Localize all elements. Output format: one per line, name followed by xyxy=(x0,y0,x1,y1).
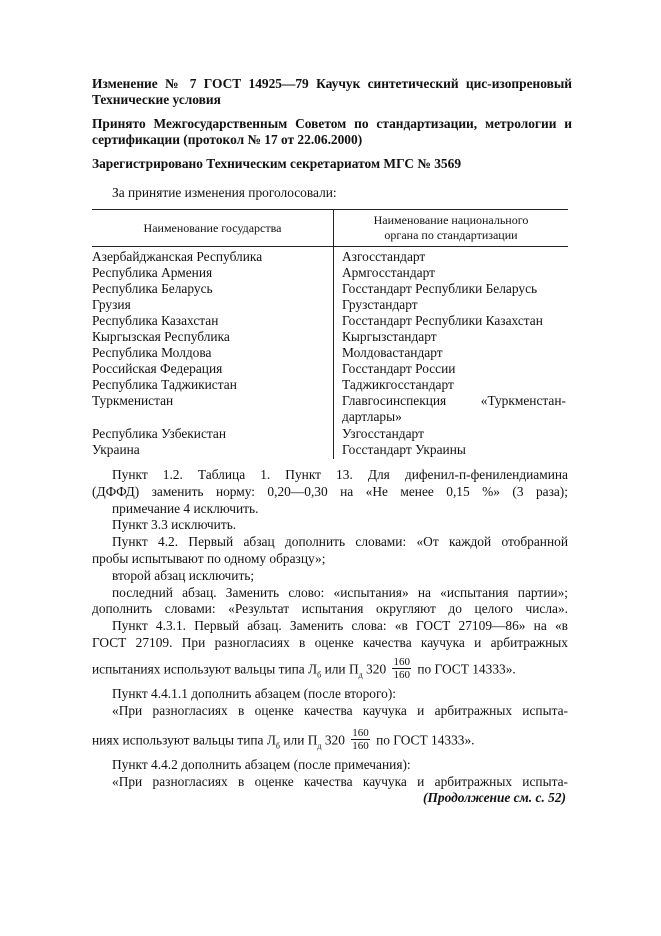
paragraph-line: Пункт 1.2. Таблица 1. Пункт 13. Для дифенил-п-фенилендиамина xyxy=(112,467,568,482)
col-header-body-line1: Наименование национального xyxy=(373,213,529,227)
paragraph-line-with-fraction xyxy=(92,729,568,754)
state-name: Республика Молдова xyxy=(92,345,212,360)
text-run: по ГОСТ 14333». xyxy=(413,661,516,677)
state-name: Кыргызская Республика xyxy=(92,329,230,344)
registration-statement: Зарегистрировано Техническим секретариатом МГС № 3569 xyxy=(92,156,462,171)
standards-body: Кыргызстандарт xyxy=(342,329,437,344)
subscript: б xyxy=(317,670,322,680)
table-row xyxy=(0,329,661,346)
table-top-rule xyxy=(92,209,568,210)
text-run: или П xyxy=(321,661,359,677)
standards-body: Узгосстандарт xyxy=(342,426,424,441)
paragraph-line: Пункт 4.3.1. Первый абзац. Заменить слова: «в ГОСТ 27109—86» на «в xyxy=(112,618,568,633)
paragraph-line: дополнить словами: «Результат испытания округляют до целого числа». xyxy=(92,601,568,616)
paragraph-line-with-fraction xyxy=(92,658,568,683)
text-run: 320 xyxy=(321,732,349,748)
paragraph-line: Пункт 4.4.2 дополнить абзацем (после примечания): xyxy=(112,757,411,772)
fraction xyxy=(351,727,370,752)
table-row xyxy=(0,426,661,443)
fraction xyxy=(392,656,411,681)
paragraph-line: пробы испытывают по одному образцу»; xyxy=(92,551,326,566)
text-run: испытаниях используют вальцы типа Л xyxy=(92,661,318,677)
continuation-note: (Продолжение см. с. 52) xyxy=(423,790,566,805)
table-row xyxy=(0,313,661,330)
amendment-title: Изменение № 7 ГОСТ 14925—79 Каучук синтетический цис-изопреновый Технические условия xyxy=(92,76,572,107)
table-row xyxy=(0,265,661,282)
standards-body: Грузстандарт xyxy=(342,297,418,312)
paragraph-line: ГОСТ 27109. При разногласиях в оценке качества каучука и арбитражных xyxy=(92,635,568,650)
state-name: Республика Казахстан xyxy=(92,313,219,328)
subscript: д xyxy=(358,670,363,680)
fraction-numerator: 160 xyxy=(393,656,410,668)
paragraph-line: второй абзац исключить; xyxy=(112,568,255,583)
table-row xyxy=(0,281,661,298)
text-run: или П xyxy=(280,732,318,748)
state-name: Республика Узбекистан xyxy=(92,426,227,441)
paragraph-line: примечание 4 исключить. xyxy=(112,501,259,516)
table-row xyxy=(0,249,661,266)
table-row xyxy=(0,393,661,410)
paragraph-line: (ДФФД) заменить норму: 0,20—0,30 на «Не менее 0,15 %» (3 раза); xyxy=(92,484,568,499)
standards-body: Таджикгосстандарт xyxy=(342,377,454,392)
col-header-body-line2: органа по стандартизации xyxy=(384,228,518,242)
standards-body: Молдовастандарт xyxy=(342,345,443,360)
fraction-denominator: 160 xyxy=(393,669,410,681)
state-name: Республика Армения xyxy=(92,265,213,280)
paragraph-line: «При разногласиях в оценке качества каучука и арбитражных испыта- xyxy=(112,774,568,789)
state-name: Азербайджанская Республика xyxy=(92,249,263,264)
table-row xyxy=(0,361,661,378)
state-name: Туркменистан xyxy=(92,393,174,408)
text-run: ниях используют вальцы типа Л xyxy=(92,732,276,748)
table-row-continuation xyxy=(0,409,661,426)
subscript: б xyxy=(275,741,280,751)
text-run: по ГОСТ 14333». xyxy=(372,732,475,748)
standards-body: Госстандарт Республики Казахстан xyxy=(342,313,543,328)
paragraph-line: Пункт 4.2. Первый абзац дополнить словами: «От каждой отобранной xyxy=(112,534,568,549)
subscript: д xyxy=(317,741,322,751)
standards-body: Главгосинспекция «Туркменстан- xyxy=(342,393,566,408)
standards-body: Госстандарт Украины xyxy=(342,442,466,457)
standards-body: Азгосстандарт xyxy=(342,249,426,264)
standards-body-continued: дартлары» xyxy=(342,409,402,424)
state-name: Грузия xyxy=(92,297,131,312)
state-name: Российская Федерация xyxy=(92,361,223,376)
fraction-numerator: 160 xyxy=(352,727,369,739)
col-header-state: Наименование государства xyxy=(143,221,282,235)
standards-body: Армгосстандарт xyxy=(342,265,435,280)
table-header-rule xyxy=(92,246,568,247)
adopted-statement: Принято Межгосударственным Советом по стандартизации, метрологии и сертификации (протокол № 17 от 22.06.2000) xyxy=(92,116,572,147)
paragraph-line: последний абзац. Заменить слово: «испытания» на «испытания партии»; xyxy=(112,585,568,600)
paragraph-line: Пункт 3.3 исключить. xyxy=(112,517,237,532)
state-name: Украина xyxy=(92,442,140,457)
table-row xyxy=(0,345,661,362)
table-row xyxy=(0,297,661,314)
state-name: Республика Беларусь xyxy=(92,281,213,296)
table-row xyxy=(0,442,661,459)
fraction-denominator: 160 xyxy=(352,740,369,752)
vote-intro: За принятие изменения проголосовали: xyxy=(112,185,337,200)
standards-body: Госстандарт России xyxy=(342,361,456,376)
state-name: Республика Таджикистан xyxy=(92,377,237,392)
standards-body: Госстандарт Республики Беларусь xyxy=(342,281,538,296)
text-run: 320 xyxy=(362,661,390,677)
paragraph-line: «При разногласиях в оценке качества каучука и арбитражных испыта- xyxy=(112,703,568,718)
paragraph-line: Пункт 4.4.1.1 дополнить абзацем (после второго): xyxy=(112,686,397,701)
table-row xyxy=(0,377,661,394)
